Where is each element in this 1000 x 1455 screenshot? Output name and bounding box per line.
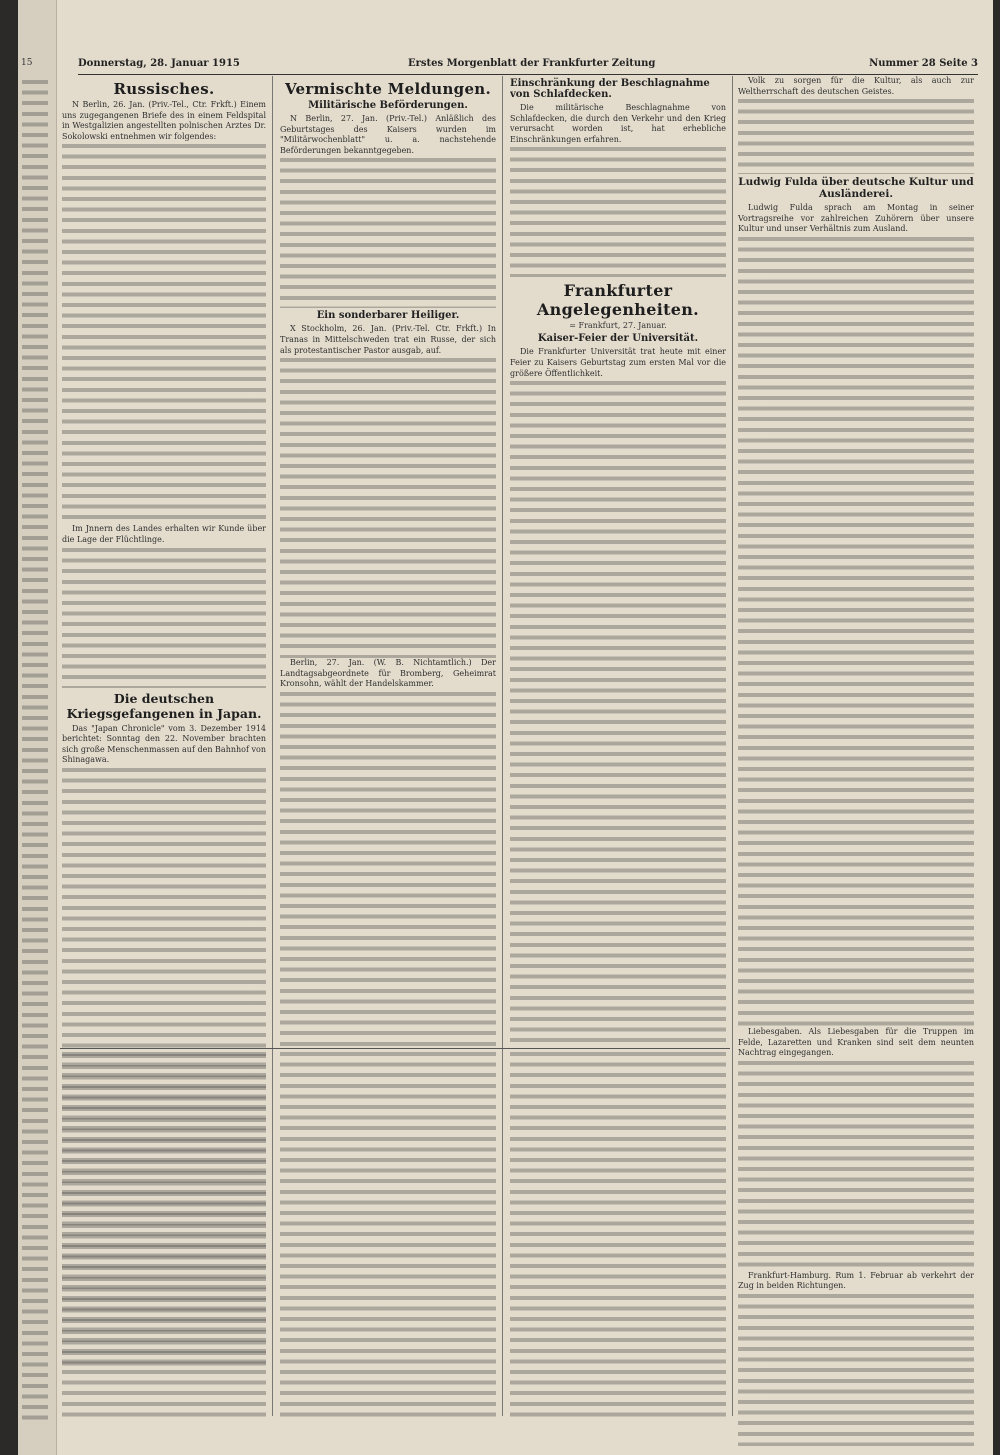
article-heading: Ludwig Fulda über deutsche Kultur und Ausländerei. (738, 176, 974, 201)
header-masthead: Erstes Morgenblatt der Frankfurter Zeitung (408, 58, 656, 69)
subsection-heading: Militärische Beförderungen. (308, 100, 468, 111)
article-paragraph: Berlin, 27. Jan. (W. B. Nichtamtlich.) Der Landtagsabgeordnete für Bromberg, Geheimrat Kronsohn, wählt der Handelskammer. (280, 658, 496, 689)
article-body (510, 147, 726, 277)
column-2 (280, 76, 496, 1046)
page-binding-strip (18, 0, 57, 1455)
section-heading: Russisches. (113, 80, 215, 98)
feuilleton-column-1 (62, 1052, 266, 1422)
newspaper-page (18, 0, 993, 1455)
page-header (78, 56, 978, 75)
article-body (280, 358, 496, 658)
article-paragraph: Volk zu sorgen für die Kultur, als auch zur Weltherrschaft des deutschen Geistes. (738, 76, 974, 96)
section-heading: Vermischte Meldungen. (284, 80, 492, 98)
article-body (280, 692, 496, 1046)
header-date: Donnerstag, 28. Januar 1915 (78, 58, 240, 69)
article-body (280, 158, 496, 308)
feuilleton-column-3 (510, 1052, 726, 1422)
article-body (738, 237, 974, 1027)
article-body (738, 1294, 974, 1446)
column-4 (738, 76, 974, 1446)
article-paragraph: Frankfurt-Hamburg. Rum 1. Februar ab verkehrt der Zug in beiden Richtungen. (738, 1270, 974, 1291)
article-body (738, 1061, 974, 1271)
column-3 (510, 76, 726, 1046)
article-paragraph: Liebesgaben. Als Liebesgaben für die Truppen im Felde, Lazaretten und Kranken sind seit dem neunten Nachtrag eingegangen. (738, 1026, 974, 1058)
article-paragraph: Ludwig Fulda sprach am Montag in seiner Vortragsreihe vor zahlreichen Zuhörern über unsere Kultur und unser Verhältnis zum Ausland. (738, 203, 974, 234)
article-heading: Ein sonderbarer Heiliger. (316, 310, 460, 322)
feuilleton-column-2 (280, 1052, 496, 1422)
article-paragraph: Das "Japan Chronicle" vom 3. Dezember 1914 berichtet: Sonntag den 22. November brachten sich große Menschenmassen auf den Bahnhof von Shinagawa. (62, 723, 266, 765)
dateline: = Frankfurt, 27. Januar. (569, 321, 667, 331)
article-heading: Kaiser-Feier der Universität. (537, 333, 699, 345)
article-body (62, 144, 266, 524)
cut-off-text-column (22, 80, 48, 1420)
header-page-number: Nummer 28 Seite 3 (869, 58, 978, 69)
feuilleton-text (510, 1052, 726, 1422)
article-paragraph: N Berlin, 27. Jan. (Priv.-Tel.) Anläßlich des Geburtstages des Kaisers wurden im "Militärwochenblatt" u. a. nachstehende Beförderungen bekanntgegeben. (280, 114, 496, 155)
article-paragraph: Die Frankfurter Universität trat heute mit einer Feier zu Kaisers Geburtstag zum ersten Mal vor die größere Öffentlichkeit. (510, 347, 726, 378)
article-heading: Die deutschen Kriegsgefangenen in Japan. (66, 690, 262, 721)
article-heading: Einschränkung der Beschlagnahme von Schlafdecken. (510, 78, 710, 100)
column-rule (732, 76, 733, 1416)
column-rule (272, 76, 273, 1416)
column-rule (502, 76, 503, 1416)
article-body (62, 548, 266, 688)
article-paragraph: X Stockholm, 26. Jan. (Priv.-Tel. Ctr. Frkft.) In Tranas in Mittelschweden trat ein Russe, der sich als protestantischer Pastor ausgab, auf. (280, 324, 496, 355)
feuilleton-text (62, 1052, 266, 1422)
article-body (738, 99, 974, 174)
article-lead: N Berlin, 26. Jan. (Priv.-Tel., Ctr. Frkft.) Einem uns zugegangenen Briefe des in einem Feldspital in Westgalizien angestellten polnischen Arztes Dr. Sokolowski entnehmen wir folgendes: (62, 100, 266, 141)
article-body (510, 381, 726, 1046)
section-heading: Frankfurter Angelegenheiten. (536, 281, 700, 320)
article-paragraph: Im Jnnern des Landes erhalten wir Kunde über die Lage der Flüchtlinge. (62, 524, 266, 544)
feuilleton-text (280, 1052, 496, 1422)
article-paragraph: Die militärische Beschlagnahme von Schlafdecken, die durch den Verkehr und den Krieg verursacht worden ist, hat erhebliche Einschränkungen erfahren. (510, 103, 726, 144)
margin-page-number: 15 (21, 58, 33, 68)
